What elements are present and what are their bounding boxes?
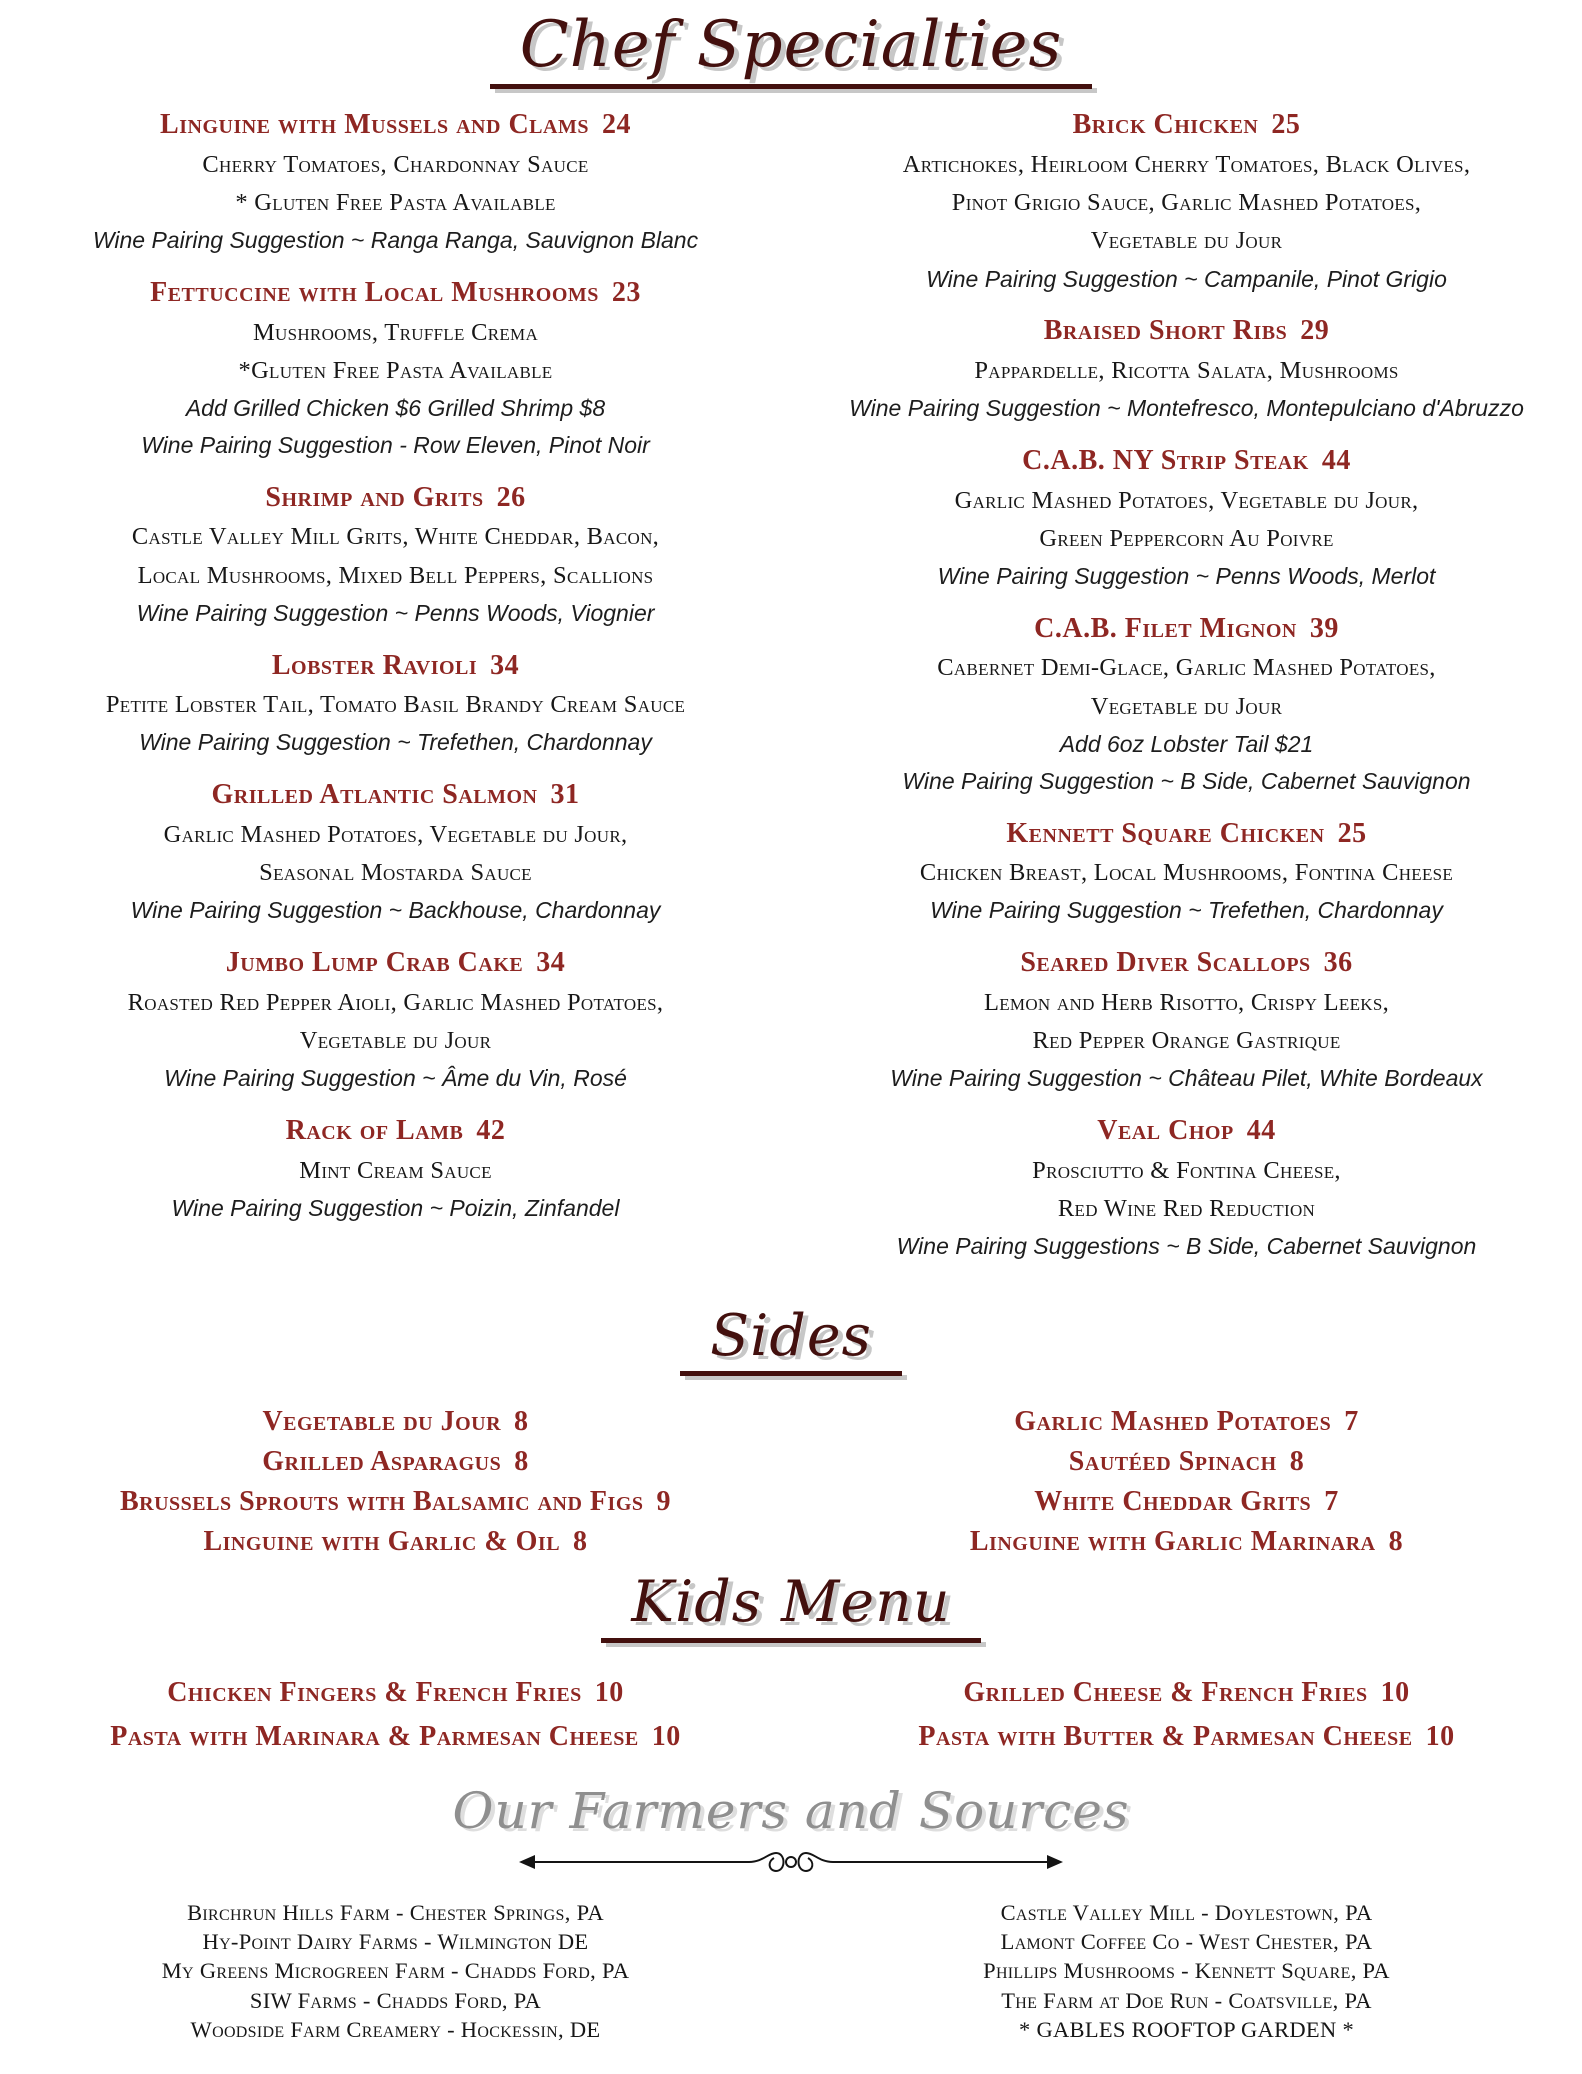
chef-specialties-title [0,10,1582,89]
chef-specialties-section [0,105,1582,1278]
dish-price: 24 [601,109,631,141]
dish-price: 42 [476,1114,506,1146]
dish-description: Garlic Mashed Potatoes, Vegetable du Jour, [954,486,1419,514]
dish [10,646,781,762]
dish-description: Local Mushrooms, Mixed Bell Peppers, Scallions [137,561,654,589]
dish-wine-pairing: Wine Pairing Suggestion ~ Trefethen, Chardonnay [930,897,1443,924]
dish [10,273,781,464]
menu-item [0,1482,791,1522]
item-price: 8 [514,1446,529,1478]
item-price: 8 [573,1525,588,1557]
dish-price: 25 [1337,817,1367,849]
dish-name: Fettuccine with Local Mushrooms [150,277,599,309]
dish-price: 31 [550,779,580,811]
item-price: 10 [651,1720,681,1752]
item-name: Grilled Cheese & French Fries [963,1677,1368,1709]
farmers-column-1 [791,1898,1582,2044]
dish [10,478,781,632]
dish-title [10,1111,781,1152]
item-price: 8 [1289,1446,1305,1478]
dish-description: Red Pepper Orange Gastrique [1032,1026,1341,1054]
farmer-source: Birchrun Hills Farm - Chester Springs, PA [187,1899,604,1925]
dish-description: Green Peppercorn Au Poivre [1039,524,1334,552]
kids-column-1 [791,1671,1582,1758]
item-price: 7 [1344,1406,1359,1438]
item-name: Pasta with Marinara & Parmesan Cheese [110,1720,639,1752]
dish-price: 25 [1271,109,1301,141]
dish-description: Cabernet Demi-Glace, Garlic Mashed Potatoes, [937,654,1436,682]
dish-wine-pairing: Wine Pairing Suggestion ~ Backhouse, Chardonnay [130,897,661,924]
item-name: Linguine with Garlic Marinara [969,1525,1376,1557]
dish-name: Veal Chop [1097,1114,1234,1146]
dish-description: Pappardelle, Ricotta Salata, Mushrooms [974,357,1399,385]
item-price: 8 [1388,1525,1404,1557]
item-name: Garlic Mashed Potatoes [1014,1406,1332,1438]
sides-section [0,1402,1582,1561]
dish [801,943,1572,1097]
divider-ornament [0,1845,1582,1884]
chef-column-0 [0,105,791,1278]
farmers-title [0,1781,1582,1840]
dish-title [801,105,1572,146]
dish-description: Lemon and Herb Risotto, Crispy Leeks, [983,988,1390,1016]
item-price: 8 [514,1406,529,1438]
dish-price: 44 [1246,1114,1276,1146]
dish-wine-pairing: Wine Pairing Suggestion ~ Âme du Vin, Rosé [164,1065,627,1092]
item-price: 10 [1425,1720,1455,1752]
dish-title [10,478,781,519]
dish-wine-pairing: Wine Pairing Suggestion ~ Penns Woods, Merlot [937,563,1436,590]
dish [801,105,1572,297]
farmer-source: Hy-Point Dairy Farms - Wilmington DE [202,1929,589,1955]
dish-title [10,775,781,816]
dish-title [10,646,781,687]
dish-title [801,311,1572,352]
farmer-source: SIW Farms - Chadds Ford, PA [249,1987,542,2013]
dish-description: Artichokes, Heirloom Cherry Tomatoes, Black Olives, [902,150,1471,178]
dish-description: Vegetable du Jour [1090,227,1283,255]
dish-description: Chicken Breast, Local Mushrooms, Fontina Cheese [919,859,1454,887]
dish-price: 36 [1323,947,1353,979]
dish-price: 26 [496,481,526,513]
dish-description: Prosciutto & Fontina Cheese, [1032,1156,1341,1184]
menu-item [791,1402,1582,1442]
dish-price: 34 [536,947,566,979]
dish-price: 29 [1300,315,1330,347]
kids-menu-title-text: Kids Menu [601,1571,980,1643]
dish-wine-pairing: Wine Pairing Suggestion ~ B Side, Cabernet Sauvignon [902,767,1471,794]
item-price: 9 [656,1485,671,1517]
menu-item [791,1522,1582,1562]
dish-description: Vegetable du Jour [1090,692,1283,720]
item-price: 7 [1324,1485,1339,1517]
dish-price: 39 [1309,612,1339,644]
dish-description: Mushrooms, Truffle Crema [252,318,539,346]
dish-name: Kennett Square Chicken [1006,817,1325,849]
dish-name: C.A.B. NY Strip Steak [1022,445,1309,477]
dish-description: Castle Valley Mill Grits, White Cheddar, Bacon, [131,523,660,551]
dish-name: Shrimp and Grits [265,481,484,513]
item-name: Vegetable du Jour [262,1406,502,1438]
sides-title [0,1302,1582,1377]
dish-description: *Gluten Free Pasta Available [238,357,553,385]
menu-item [0,1402,791,1442]
menu-item [0,1671,791,1714]
farmer-source: * GABLES ROOFTOP GARDEN * [1018,2016,1355,2042]
dish-name: Rack of Lamb [285,1114,464,1146]
dish [10,105,781,259]
item-price: 10 [1380,1677,1410,1709]
kids-menu-title [0,1571,1582,1643]
chef-specialties-title-text: Chef Specialties [490,10,1093,89]
dish-wine-pairing: Wine Pairing Suggestion ~ Montefresco, Montepulciano d'Abruzzo [849,395,1524,422]
dish-wine-pairing: Add Grilled Chicken $6 Grilled Shrimp $8 [185,395,606,422]
dish-price: 44 [1321,445,1351,477]
dish-title [10,943,781,984]
dish-description: Garlic Mashed Potatoes, Vegetable du Jour, [163,820,628,848]
dish-wine-pairing: Wine Pairing Suggestion ~ Château Pilet, White Bordeaux [890,1065,1483,1092]
dish-wine-pairing: Wine Pairing Suggestion ~ Poizin, Zinfandel [171,1194,620,1221]
farmer-source: My Greens Microgreen Farm - Chadds Ford, PA [161,1958,630,1984]
dish-name: Brick Chicken [1072,109,1259,141]
dish-description: Cherry Tomatoes, Chardonnay Sauce [202,150,589,178]
menu-item [791,1482,1582,1522]
farmer-source: The Farm at Doe Run - Coatsville, PA [1001,1987,1372,2013]
dish-description: Roasted Red Pepper Aioli, Garlic Mashed Potatoes, [127,988,664,1016]
dish-description: Red Wine Red Reduction [1057,1194,1316,1222]
kids-menu-section [0,1671,1582,1758]
dish-name: Jumbo Lump Crab Cake [225,947,524,979]
farmer-source: Phillips Mushrooms - Kennett Square, PA [983,1958,1390,1984]
dish-price: 23 [611,277,641,309]
menu-item [791,1442,1582,1482]
dish-description: * Gluten Free Pasta Available [235,189,556,217]
dish-wine-pairing: Wine Pairing Suggestion - Row Eleven, Pinot Noir [141,432,650,459]
farmers-section [0,1898,1582,2044]
arrow-scroll-divider-icon [511,1845,1071,1879]
dish-description: Vegetable du Jour [299,1026,492,1054]
chef-column-1 [791,105,1582,1278]
item-name: Grilled Asparagus [262,1446,502,1478]
kids-column-0 [0,1671,791,1758]
dish-name: Lobster Ravioli [271,649,478,681]
dish-name: Braised Short Ribs [1043,315,1288,347]
dish-description: Petite Lobster Tail, Tomato Basil Brandy Cream Sauce [105,691,686,719]
farmers-column-0 [0,1898,791,2044]
item-name: Chicken Fingers & French Fries [167,1677,582,1709]
dish-description: Mint Cream Sauce [299,1156,492,1184]
dish [801,441,1572,595]
dish-description: Seasonal Mostarda Sauce [259,859,532,887]
dish-name: Grilled Atlantic Salmon [211,779,538,811]
item-name: Pasta with Butter & Parmesan Cheese [918,1720,1413,1752]
item-name: Linguine with Garlic & Oil [203,1525,561,1557]
menu-item [0,1442,791,1482]
farmer-source: Woodside Farm Creamery - Hockessin, DE [190,2016,601,2042]
dish-wine-pairing: Wine Pairing Suggestion ~ Ranga Ranga, Sauvignon Blanc [92,227,699,254]
dish-wine-pairing: Wine Pairing Suggestion ~ Trefethen, Chardonnay [139,729,652,756]
menu-item [0,1715,791,1758]
farmer-source: Castle Valley Mill - Doylestown, PA [1000,1899,1373,1925]
farmer-source: Lamont Coffee Co - West Chester, PA [1000,1929,1373,1955]
menu-item [791,1671,1582,1714]
dish [10,775,781,929]
dish-wine-pairing: Wine Pairing Suggestion ~ Campanile, Pinot Grigio [926,265,1447,292]
menu-item [0,1522,791,1562]
dish-wine-pairing: Add 6oz Lobster Tail $21 [1059,730,1314,757]
dish [10,943,781,1097]
dish [801,609,1572,800]
dish-name: Linguine with Mussels and Clams [160,109,589,141]
dish-name: Seared Diver Scallops [1020,947,1311,979]
dish-title [801,1111,1572,1152]
dish-title [801,943,1572,984]
item-name: White Cheddar Grits [1034,1485,1312,1517]
dish-title [801,441,1572,482]
menu-item [791,1715,1582,1758]
dish [10,1111,781,1227]
dish [801,1111,1572,1265]
dish-price: 34 [490,649,520,681]
item-name: Brussels Sprouts with Balsamic and Figs [119,1485,644,1517]
dish-name: C.A.B. Filet Mignon [1034,612,1297,644]
dish [801,311,1572,427]
sides-column-0 [0,1402,791,1561]
dish [801,814,1572,930]
dish-title [10,273,781,314]
sides-title-text: Sides [680,1305,902,1377]
item-price: 10 [594,1677,624,1709]
dish-wine-pairing: Wine Pairing Suggestions ~ B Side, Cabernet Sauvignon [896,1232,1477,1259]
item-name: Sautéed Spinach [1068,1446,1277,1478]
dish-wine-pairing: Wine Pairing Suggestion ~ Penns Woods, Viognier [136,599,655,626]
dish-title [801,814,1572,855]
dish-title [801,609,1572,650]
sides-column-1 [791,1402,1582,1561]
dish-description: Pinot Grigio Sauce, Garlic Mashed Potatoes, [951,189,1422,217]
dish-title [10,105,781,146]
farmers-title-text: Our Farmers and Sources [452,1781,1130,1840]
